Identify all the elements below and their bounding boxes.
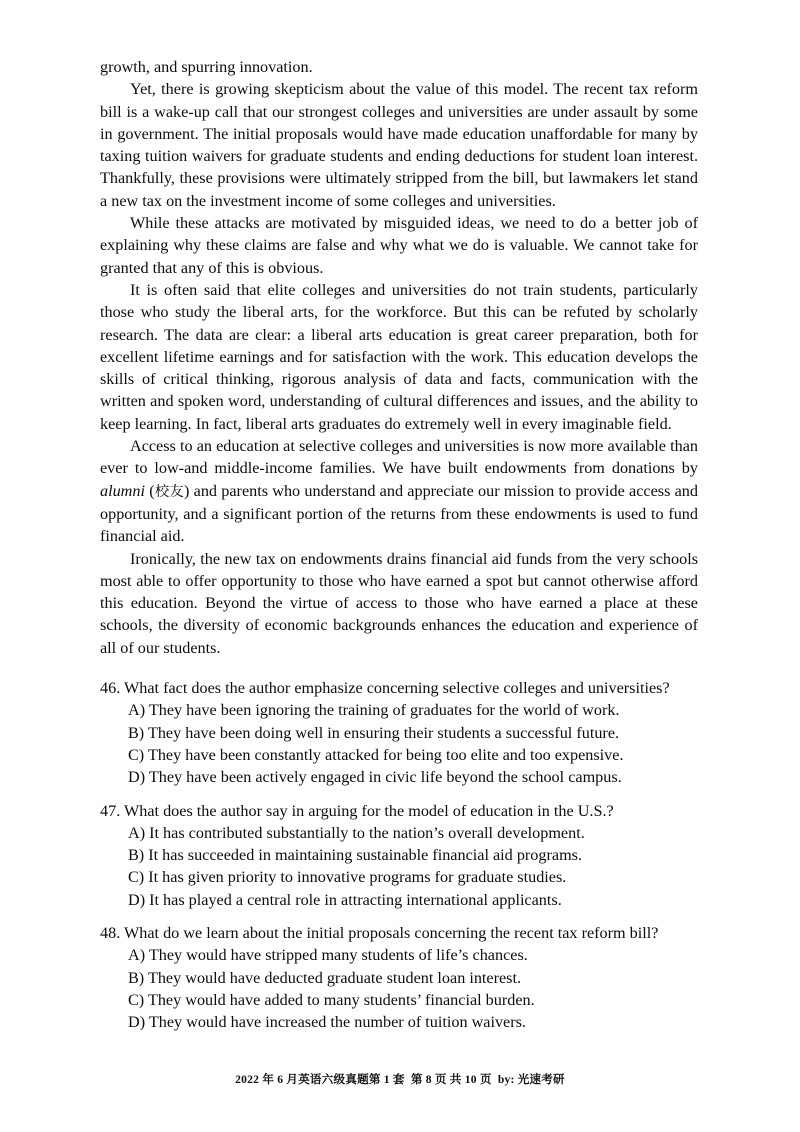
question-option-b[interactable]: B) It has succeeded in maintaining sustainable financial aid programs. bbox=[128, 846, 583, 865]
question-option-d[interactable]: D) They have been actively engaged in civic life beyond the school campus. bbox=[128, 768, 622, 787]
question-list bbox=[100, 677, 698, 1033]
question-option-d[interactable]: D) They would have increased the number of tuition waivers. bbox=[128, 1013, 526, 1032]
footer-year: 2022 bbox=[235, 1073, 260, 1086]
footer-month: 6 bbox=[277, 1073, 284, 1086]
footer-month-unit: 月 bbox=[286, 1072, 299, 1086]
gloss-open-paren: ( bbox=[144, 481, 155, 500]
question-option-a[interactable]: A) They have been ignoring the training of graduates for the world of work. bbox=[128, 701, 620, 720]
question-option-b[interactable]: B) They would have deducted graduate student loan interest. bbox=[128, 968, 522, 987]
question-option-c[interactable]: C) It has given priority to innovative programs for graduate studies. bbox=[128, 868, 567, 887]
gloss-term-italic: alumni bbox=[100, 481, 145, 500]
passage-paragraph: growth, and spurring innovation. bbox=[100, 58, 313, 76]
gloss-segment-tail: ) and parents who understand and appreciate our mission to provide access and opportunity, and a significant portion of the returns from these endowments is used to fund financial aid. bbox=[100, 481, 698, 546]
passage-paragraph: Yet, there is growing skepticism about the value of this model. The recent tax reform bill is a wake-up call that our strongest colleges and universities are under assault by some in government. The initial proposals would have made education unaffordable for many by taxing tuition waivers for graduate students and ending deductions for student loan interest. Thankfully, these provisions were ultimately stripped from the bill, but lawmakers let stand a new tax on the investment income of some colleges and universities. bbox=[100, 80, 698, 210]
footer-page-number: 8 bbox=[425, 1073, 432, 1086]
footer-source: 光速考研 bbox=[517, 1072, 565, 1086]
footer-by-label: by: bbox=[497, 1073, 515, 1086]
question-block-46 bbox=[100, 677, 698, 788]
passage-paragraph: Ironically, the new tax on endowments drains financial aid funds from the very schools most able to offer opportunity to those who have earned a spot but cannot otherwise afford this education. Beyond the virtue of access to those who have earned a place at these schools, the diversity of economic backgrounds enhances the education and experience of all of our students. bbox=[100, 549, 698, 657]
footer-total-pages: 10 bbox=[464, 1073, 477, 1086]
question-option-a[interactable]: A) It has contributed substantially to the nation’s overall development. bbox=[128, 823, 585, 842]
passage-paragraph-with-gloss bbox=[100, 435, 698, 547]
footer-page-unit: 页 bbox=[434, 1072, 447, 1086]
gloss-segment-text: Access to an education at selective colleges and universities is now more available than ever to low-and middle-income families. We have built endowments from donations by bbox=[100, 437, 698, 478]
footer-page-label: 第 bbox=[410, 1072, 423, 1086]
question-option-b[interactable]: B) They have been doing well in ensuring their students a successful future. bbox=[128, 723, 620, 742]
passage-paragraph: It is often said that elite colleges and universities do not train students, particularly those who study the liberal arts, for the workforce. But this can be refuted by scholarly research. The data are clear: a liberal arts education is great career preparation, both for excellent lifetime earnings and for satisfaction with the work. This education develops the skills of critical thinking, rigorous analysis of data and facts, communication with the written and spoken word, understanding of cultural differences and issues, and the ability to keep learning. In fact, liberal arts graduates do extremely well in every imaginable field. bbox=[100, 280, 698, 433]
footer-exam-name: 英语六级真题第 bbox=[298, 1072, 381, 1086]
question-block-48 bbox=[100, 922, 698, 1033]
question-stem: 48. What do we learn about the initial proposals concerning the recent tax reform bill? bbox=[100, 923, 659, 942]
question-stem: 47. What does the author say in arguing for the model of education in the U.S.? bbox=[100, 801, 614, 820]
question-option-a[interactable]: A) They would have stripped many students of life’s chances. bbox=[128, 946, 528, 965]
question-option-d[interactable]: D) It has played a central role in attracting international applicants. bbox=[128, 890, 562, 909]
question-stem: 46. What fact does the author emphasize concerning selective colleges and universities? bbox=[100, 679, 670, 698]
question-block-47 bbox=[100, 800, 698, 911]
passage-content bbox=[100, 56, 698, 1044]
gloss-chinese-term: 校友 bbox=[154, 483, 185, 500]
passage-paragraph: While these attacks are motivated by misguided ideas, we need to do a better job of explaining why these claims are false and why what we do is valuable. We cannot take for granted that any of this is obvious. bbox=[100, 214, 698, 277]
question-option-c[interactable]: C) They would have added to many students’ financial burden. bbox=[128, 990, 535, 1009]
footer-year-unit: 年 bbox=[262, 1072, 275, 1086]
footer-total-label: 共 bbox=[449, 1072, 462, 1086]
page-footer bbox=[0, 1071, 800, 1088]
footer-set-unit: 套 bbox=[392, 1072, 405, 1086]
footer-total-unit: 页 bbox=[479, 1072, 492, 1086]
footer-set-number: 1 bbox=[383, 1073, 390, 1086]
question-option-c[interactable]: C) They have been constantly attacked for being too elite and too expensive. bbox=[128, 745, 624, 764]
